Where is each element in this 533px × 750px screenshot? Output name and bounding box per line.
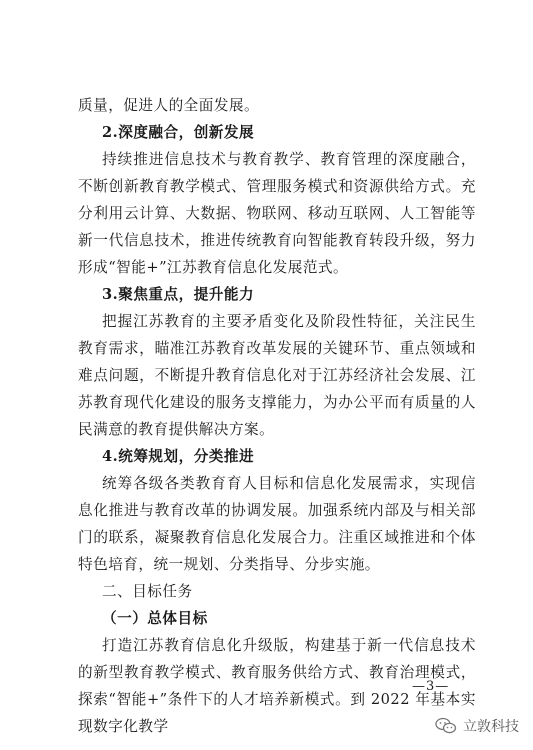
paragraph-planning: 统筹各级各类教育育人目标和信息化发展需求，实现信息化推进与教育改革的协调发展。加强系统内部及与相关部门的联系，凝聚教育信息化发展合力。注重区域推进和个体特色培育，统一规划、分类指导、分步实施。 [78, 475, 476, 573]
section-heading-planning: 4.统筹规划，分类推进 [102, 448, 255, 465]
wechat-icon [435, 717, 457, 735]
watermark-text: 立敦科技 [463, 719, 519, 735]
document-body [78, 92, 476, 740]
section-heading-deep-integration: 2.深度融合，创新发展 [102, 124, 255, 141]
chapter-heading-goals: 二、目标任务 [102, 583, 193, 600]
section-heading-focus: 3.聚焦重点，提升能力 [102, 286, 255, 303]
paragraph-focus: 把握江苏教育的主要矛盾变化及阶段性特征，关注民生教育需求，瞄准江苏教育改革发展的关键环节、重点领域和难点问题，不断提升教育信息化对于江苏经济社会发展、江苏教育现代化建设的服务支撑能力，为办公平而有质量的人民满意的教育提供解决方案。 [78, 313, 476, 438]
watermark [435, 716, 519, 736]
subsection-heading-overall-goal: （一）总体目标 [102, 610, 208, 627]
paragraph-deep-integration: 持续推进信息技术与教育教学、教育管理的深度融合，不断创新教育教学模式、管理服务模式和资源供给方式。充分利用云计算、大数据、物联网、移动互联网、人工智能等新一代信息技术，推进传统教育向智能教育转段升级，努力形成“智能+”江苏教育信息化发展范式。 [78, 151, 476, 276]
page-number: —3— [412, 679, 450, 694]
paragraph-overall-goal: 打造江苏教育信息化升级版，构建基于新一代信息技术的新型教育教学模式、教育服务供给方式、教育治理模式，探索“智能+”条件下的人才培养新模式。到 2022 年基本实现数字化教学 [78, 637, 476, 735]
paragraph-continuation: 质量，促进人的全面发展。 [78, 97, 260, 114]
